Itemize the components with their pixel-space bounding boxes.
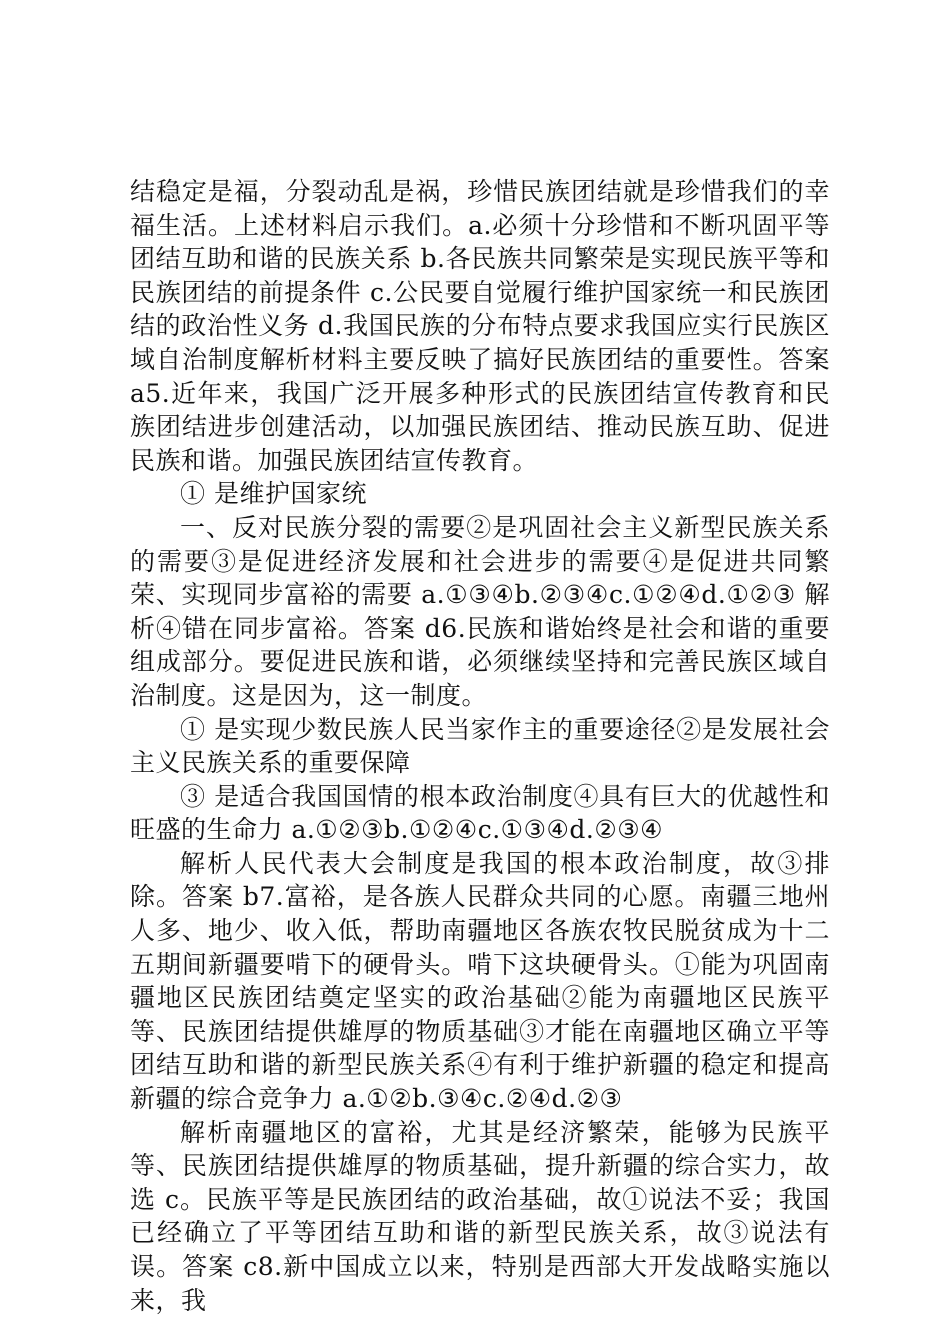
- paragraph-2: ① 是维护国家统: [180, 479, 367, 509]
- paragraph-4: ① 是实现少数民族人民当家作主的重要途径②是发展社会主义民族关系的重要保障: [130, 714, 830, 778]
- paragraph-5: ③ 是适合我国国情的根本政治制度④具有巨大的优越性和旺盛的生命力 a.①②③b.①②④c.①③④d.②③④: [130, 781, 830, 845]
- paragraph-7: 解析南疆地区的富裕，尤其是经济繁荣，能够为民族平等、民族团结提供雄厚的物质基础，提升新疆的综合实力，故选 c。民族平等是民族团结的政治基础，故①说法不妥；我国已经确立了平等团结互助和谐的新型民族关系，故③说法有误。答案 c8.新中国成立以来，特别是西部大开发战略实施以来，我: [130, 1117, 830, 1315]
- paragraph-3: 一、反对民族分裂的需要②是巩固社会主义新型民族关系的需要③是促进经济发展和社会进步的需要④是促进共同繁荣、实现同步富裕的需要 a.①③④b.②③④c.①②④d.①②③ 解析④错在同步富裕。答案 d6.民族和谐始终是社会和谐的重要组成部分。要促进民族和谐，必须继续坚持和完善民族区域自治制度。这是因为，这一制度。: [130, 512, 830, 710]
- paragraph-1: 结稳定是福，分裂动乱是祸，珍惜民族团结就是珍惜我们的幸福生活。上述材料启示我们。a.必须十分珍惜和不断巩固平等团结互助和谐的民族关系 b.各民族共同繁荣是实现民族平等和民族团结的前提条件 c.公民要自觉履行维护国家统一和民族团结的政治性义务 d.我国民族的分布特点要求我国应实行民族区域自治制度解析材料主要反映了搞好民族团结的重要性。答案 a5.近年来，我国广泛开展多种形式的民族团结宣传教育和民族团结进步创建活动，以加强民族团结、推动民族互助、促进民族和谐。加强民族团结宣传教育。: [130, 177, 830, 475]
- paragraph-6: 解析人民代表大会制度是我国的根本政治制度，故③排除。答案 b7.富裕，是各族人民群众共同的心愿。南疆三地州人多、地少、收入低，帮助南疆地区各族农牧民脱贫成为十二五期间新疆要啃下的硬骨头。啃下这块硬骨头。①能为巩固南疆地区民族团结奠定坚实的政治基础②能为南疆地区民族平等、民族团结提供雄厚的物质基础③才能在南疆地区确立平等团结互助和谐的新型民族关系④有利于维护新疆的稳定和提高新疆的综合竞争力 a.①②b.③④c.②④d.②③: [130, 848, 830, 1114]
- document-body: [130, 175, 830, 1317]
